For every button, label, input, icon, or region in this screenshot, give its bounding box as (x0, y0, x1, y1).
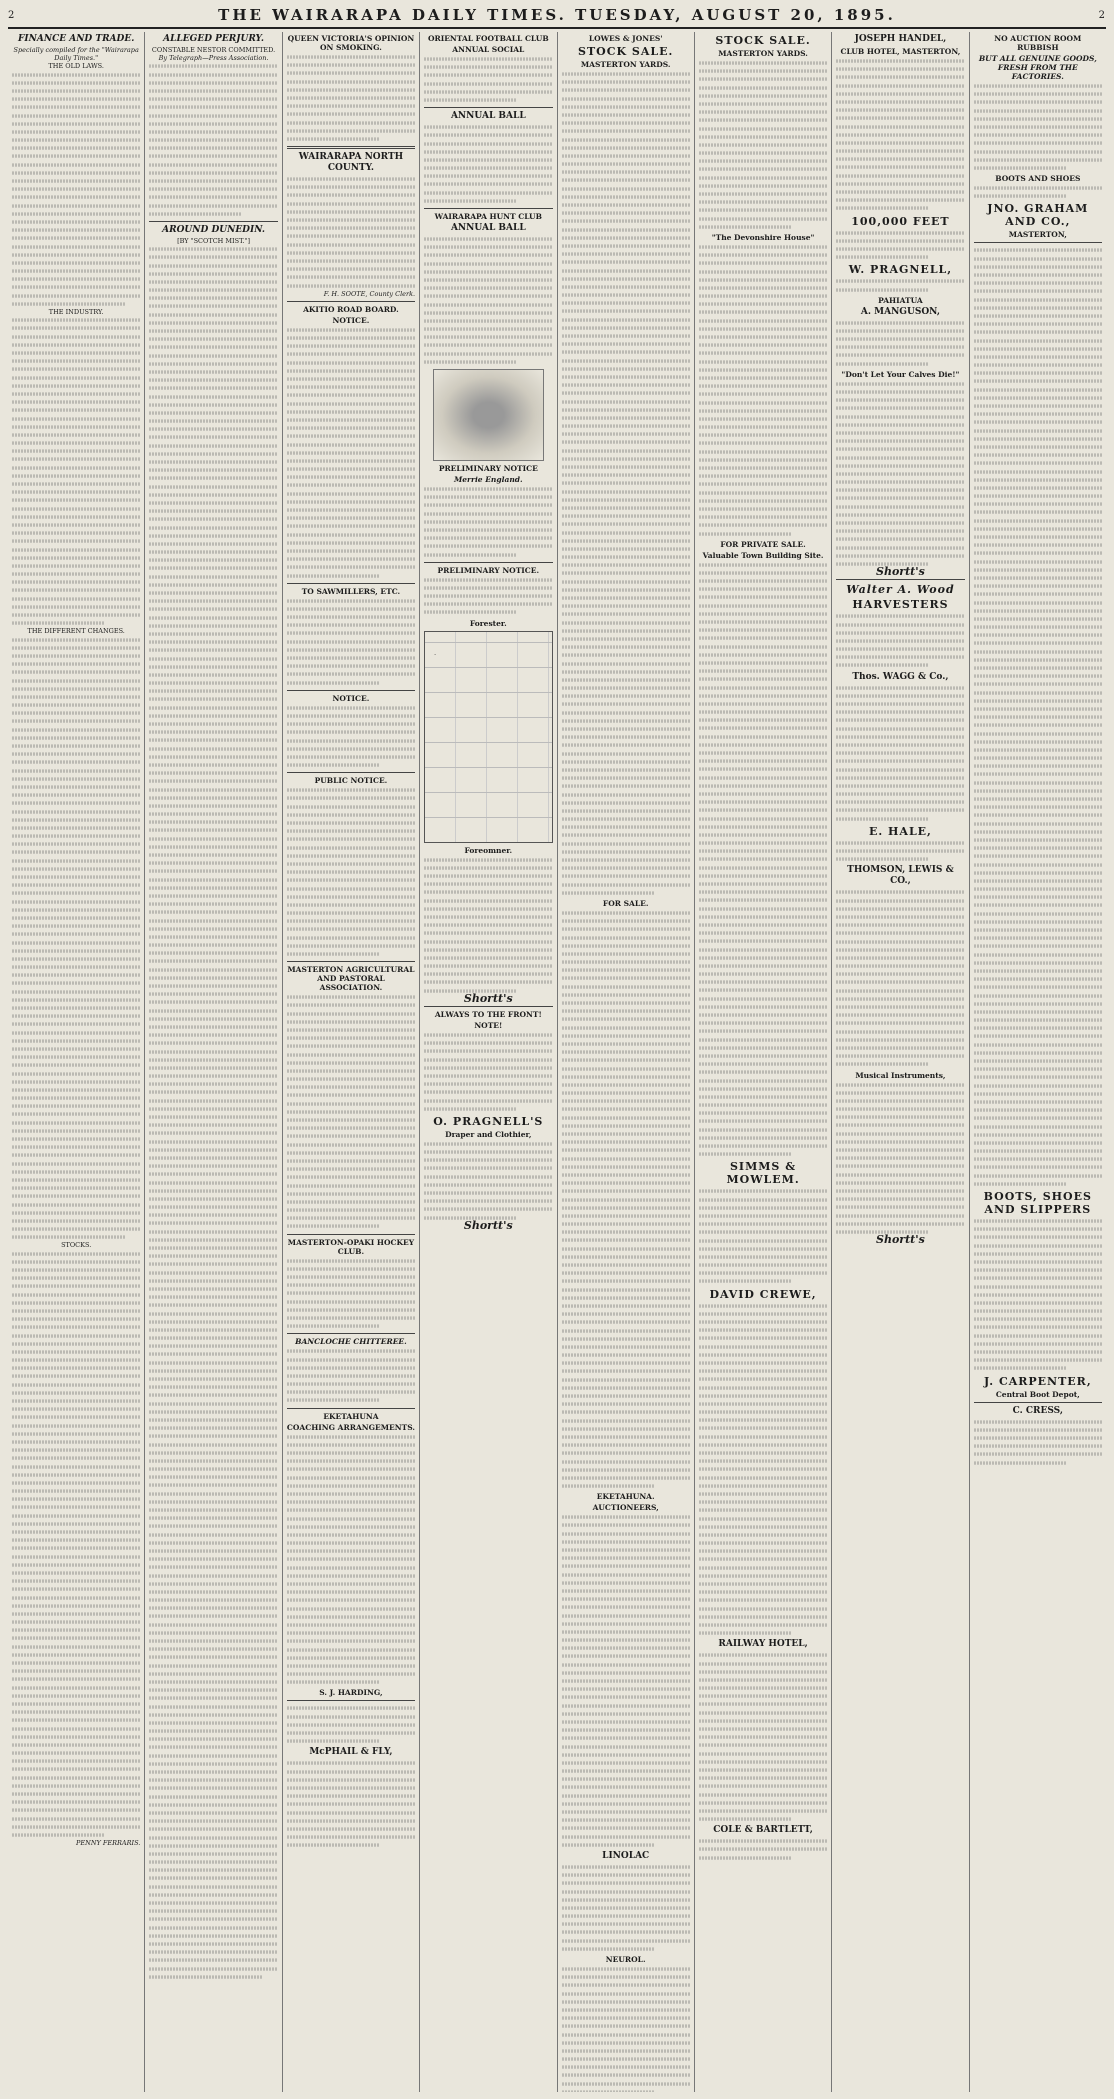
ad-david-crewe: DAVID CREWE, (709, 1287, 817, 1301)
columns (8, 32, 1106, 2092)
body-text-block (974, 246, 1102, 1188)
ad-boots-shoes-slippers: BOOTS, SHOES AND SLIPPERS (983, 1190, 1092, 1216)
ad-c-cress: C. CRESS, (1012, 1405, 1063, 1416)
column-2 (145, 32, 282, 2092)
body-text-block (12, 1250, 140, 1840)
body-text-block (836, 319, 964, 368)
shortts-logo: Shortt's (463, 991, 513, 1005)
county-clerk-signature: F. H. SOOTE, County Clerk. (323, 289, 416, 298)
ad-note: NOTE! (474, 1021, 503, 1031)
body-text-block (836, 839, 964, 864)
ad-wairarapa-hunt-club: WAIRARAPA HUNT CLUB (434, 212, 542, 221)
ad-masterton-yards: MASTERTON YARDS. (580, 60, 671, 69)
ad-harvesters: HARVESTERS (852, 598, 949, 612)
ad-joseph-handel: JOSEPH HANDEL, (854, 34, 947, 44)
subhead-industry: THE INDUSTRY. (48, 308, 104, 317)
ad-to-sawmillers: TO SAWMILLERS, ETC. (301, 586, 401, 596)
subhead-constable-nestor: CONSTABLE NESTOR COMMITTED. (151, 46, 276, 54)
race-map-illustration: · (424, 631, 552, 843)
page-number-right: 2 (1098, 9, 1106, 21)
preliminary-notice-heading: PRELIMINARY NOTICE (438, 464, 538, 473)
column-7 (832, 32, 969, 2092)
horse-illustration (433, 369, 544, 461)
subhead-old-laws: THE OLD LAWS. (48, 62, 104, 71)
body-text-block (836, 684, 964, 823)
column-8 (970, 32, 1106, 2092)
body-text-block (287, 1704, 415, 1745)
body-text-block (562, 70, 690, 897)
ad-o-pragnell: O. PRAGNELL'S (433, 1114, 544, 1128)
ad-j-carpenter: J. CARPENTER, (983, 1374, 1092, 1388)
headline-alleged-perjury: ALLEGED PERJURY. (163, 34, 264, 44)
body-text-block (149, 245, 277, 1981)
ad-s-j-harding: S. J. HARDING, (319, 1688, 383, 1698)
body-text-block (287, 704, 415, 770)
ad-pahiatua: PAHIATUA (878, 295, 923, 305)
subhead-scotch-mist: [BY "SCOTCH MIST."] (177, 236, 251, 245)
body-text-block (12, 636, 140, 1242)
ad-simms-mowlem: SIMMS & MOWLEM. (726, 1160, 800, 1187)
headline-around-dunedin: AROUND DUNEDIN. (162, 224, 265, 235)
body-text-block (974, 1418, 1102, 1467)
body-text-block (424, 1140, 552, 1222)
ad-devonshire-house: "The Devonshire House" (711, 232, 815, 242)
subhead-specially-compiled: Specially compiled for the "Wairarapa Daily Times." (13, 46, 139, 63)
column-1 (8, 32, 145, 2092)
body-text-block (699, 59, 827, 231)
ad-club-hotel: CLUB HOTEL, MASTERTON, (840, 47, 961, 56)
subhead-different-changes: THE DIFFERENT CHANGES. (27, 627, 125, 636)
headline-queen-victoria-smoking: QUEEN VICTORIA'S OPINION ON SMOKING. (287, 34, 415, 52)
body-text-block (836, 1081, 964, 1237)
body-text-block (562, 1513, 690, 1849)
shortts-logo: Shortt's (463, 1218, 513, 1232)
body-text-block (12, 71, 140, 308)
body-text-block (974, 184, 1102, 200)
ad-masterton-yards: MASTERTON YARDS. (718, 49, 808, 58)
column-6 (695, 32, 832, 2092)
body-text-block (424, 123, 552, 205)
body-text-block (287, 1433, 415, 1687)
body-text-block (287, 597, 415, 687)
ad-100000-feet: 100,000 FEET (851, 214, 950, 228)
ad-wairarapa-north-county: WAIRARAPA NORTH COUNTY. (298, 152, 404, 174)
ad-boots-and-shoes: BOOTS AND SHOES (995, 174, 1081, 184)
body-text-block (836, 229, 964, 262)
subhead-press-association: By Telegraph—Press Association. (158, 54, 269, 63)
ad-draper-clothier: Draper and Clothier, (445, 1129, 532, 1139)
preliminary-notice-heading: PRELIMINARY NOTICE. (437, 565, 540, 575)
body-text-block (974, 82, 1102, 172)
ad-e-hale: E. HALE, (868, 824, 932, 838)
ad-always-to-the-front: ALWAYS TO THE FRONT! (434, 1010, 542, 1020)
ad-forester: Forester. (469, 618, 507, 628)
column-4 (420, 32, 557, 2092)
public-notice-heading: PUBLIC NOTICE. (314, 776, 388, 786)
ad-jno-graham: JNO. GRAHAM AND CO., (987, 202, 1089, 229)
ad-akitio-road-board: AKITIO ROAD BOARD. (303, 304, 399, 314)
body-text-block (424, 1031, 552, 1113)
ad-coaching-arrangements: COACHING ARRANGEMENTS. (286, 1422, 415, 1432)
ad-dont-let-calves-die: "Don't Let Your Calves Die!" (841, 369, 960, 379)
body-text-block (287, 326, 415, 580)
ad-hockey-club: MASTERTON-OPAKI HOCKEY CLUB. (287, 1237, 415, 1256)
body-text-block (287, 175, 415, 290)
body-text-block (287, 1347, 415, 1404)
ad-stock-sale: STOCK SALE. (578, 45, 674, 58)
masthead (8, 6, 1106, 29)
body-text-block (424, 576, 552, 617)
ad-thos-wagg: Thos. WAGG & Co., (852, 671, 949, 682)
ad-agricultural-association: MASTERTON AGRICULTURAL AND PASTORAL ASSOCIATION. (287, 965, 415, 993)
for-sale-heading: FOR SALE. (602, 898, 649, 908)
body-text-block (699, 1187, 827, 1285)
column-3 (283, 32, 420, 2092)
page-number: 2 (8, 9, 16, 21)
ad-thomson-lewis: THOMSON, LEWIS & CO., (847, 865, 954, 887)
ad-foreomner: Foreomner. (464, 845, 513, 855)
ad-musical-instruments: Musical Instruments, (855, 1070, 946, 1080)
body-text-block (424, 55, 552, 104)
ad-w-pragnell: W. PRAGNELL, (848, 263, 953, 277)
body-text-block (699, 1837, 827, 1862)
author-signature: PENNY FERRARIS. (76, 1839, 141, 1848)
notice-heading: NOTICE. (332, 315, 370, 325)
body-text-block (287, 1759, 415, 1849)
ad-annual-ball: ANNUAL BALL (450, 111, 526, 122)
headline-finance-and-trade: FINANCE AND TRADE. (18, 34, 135, 44)
ad-linolac: LINOLAC (602, 1850, 650, 1861)
ad-central-boot-depot: Central Boot Depot, (995, 1389, 1080, 1399)
subhead-stocks: STOCKS. (61, 1241, 92, 1250)
ad-auctioneers: AUCTIONEERS, (592, 1503, 659, 1513)
shortts-logo: Shortt's (876, 565, 925, 579)
body-text-block (287, 993, 415, 1230)
ad-eketahuna: EKETAHUNA. (596, 1492, 655, 1502)
ad-eketahuna: EKETAHUNA (323, 1411, 379, 1421)
ad-merrie-england: Merrie England. (453, 475, 523, 484)
body-text-block (12, 316, 140, 627)
body-text-block (287, 53, 415, 143)
body-text-block (974, 1217, 1102, 1373)
newspaper-title: THE WAIRARAPA DAILY TIMES. TUESDAY, AUGUST 20, 1895. (218, 6, 896, 24)
body-text-block (836, 888, 964, 1068)
ad-bancloche-chitteree: BANCLOCHE CHITTEREE. (295, 1337, 407, 1347)
ad-neurol: NEUROL. (605, 1955, 646, 1964)
body-text-block (836, 380, 964, 568)
for-private-sale-heading: FOR PRIVATE SALE. (720, 539, 806, 549)
ad-lowes-jones: LOWES & JONES' (588, 34, 663, 43)
ad-cole-bartlett: COLE & BARTLETT, (713, 1825, 813, 1836)
ad-stock-sale: STOCK SALE. (715, 34, 811, 47)
ad-a-manguson: A. MANGUSON, (860, 306, 940, 317)
ad-hunt-annual-ball: ANNUAL BALL (450, 223, 526, 233)
body-text-block (149, 62, 277, 218)
ad-annual-social: ANNUAL SOCIAL (452, 45, 525, 54)
shortts-logo: Shortt's (876, 1233, 925, 1247)
body-text-block (562, 909, 690, 1490)
body-text-block (562, 1863, 690, 1953)
body-text-block (562, 1965, 690, 2092)
notice-heading: NOTICE. (332, 693, 370, 703)
ad-walter-a-wood: Walter A. Wood (846, 583, 955, 597)
ad-masterton: MASTERTON, (1008, 230, 1067, 240)
body-text-block (424, 235, 552, 366)
body-text-block (699, 1302, 827, 1638)
ad-valuable-building-site: Valuable Town Building Site. (702, 550, 824, 560)
ad-no-auction-room-rubbish: NO AUCTION ROOM RUBBISH (994, 34, 1082, 52)
body-text-block (836, 57, 964, 213)
body-text-block (836, 277, 964, 293)
ad-genuine-goods: BUT ALL GENUINE GOODS, FRESH FROM THE FACTORIES. (978, 54, 1097, 81)
body-text-block (287, 786, 415, 958)
body-text-block (424, 856, 552, 995)
ad-oriental-football-club: ORIENTAL FOOTBALL CLUB (427, 34, 549, 43)
body-text-block (836, 612, 964, 669)
body-text-block (699, 243, 827, 538)
body-text-block (424, 485, 552, 559)
body-text-block (699, 1651, 827, 1823)
body-text-block (287, 1257, 415, 1331)
ad-railway-hotel: RAILWAY HOTEL, (718, 1639, 808, 1650)
ad-mcphail-fly: McPHAIL & FLY, (309, 1747, 393, 1758)
body-text-block (699, 561, 827, 1159)
column-5 (558, 32, 695, 2092)
